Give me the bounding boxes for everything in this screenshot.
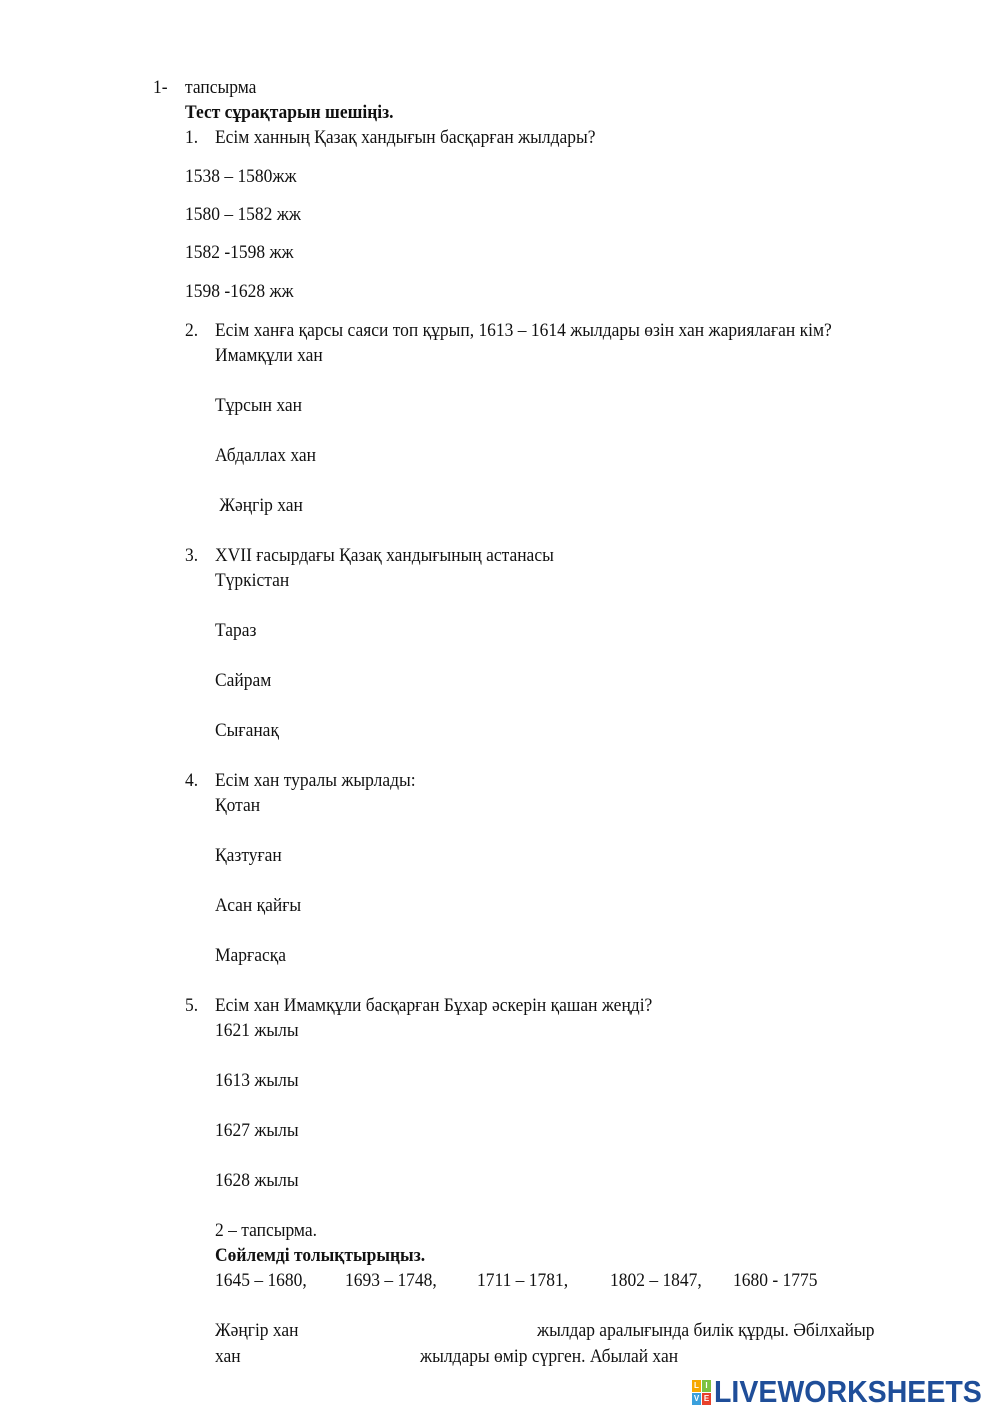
question-number: 1.	[185, 127, 199, 148]
task1-label: тапсырма	[185, 77, 257, 98]
answer-option[interactable]: 1613 жылы	[215, 1070, 299, 1091]
sentence-text: жылдары өмір сүрген. Абылай хан	[420, 1346, 679, 1367]
answer-option[interactable]: 1598 -1628 жж	[185, 281, 294, 302]
question-text: XVII ғасырдағы Қазақ хандығының астанасы	[215, 545, 554, 566]
answer-option[interactable]: Тараз	[215, 620, 257, 641]
answer-option[interactable]: 1628 жылы	[215, 1170, 299, 1191]
answer-option[interactable]: Имамқұли хан	[215, 345, 323, 366]
question-text: Есім ханға қарсы саяси топ құрып, 1613 – 1614 жылдары өзін хан жариялаған кім?	[215, 320, 832, 341]
answer-option[interactable]: 1582 -1598 жж	[185, 242, 294, 263]
answer-option[interactable]: Абдаллах хан	[215, 445, 316, 466]
answer-option[interactable]: Тұрсын хан	[215, 395, 303, 416]
year-choice[interactable]: 1802 – 1847,	[610, 1270, 702, 1291]
answer-option[interactable]: Сығанақ	[215, 720, 279, 741]
logo-icon	[692, 1380, 711, 1405]
answer-option[interactable]: Қотан	[215, 795, 261, 816]
logo-letter: L	[692, 1380, 701, 1392]
task1-number: 1-	[153, 77, 168, 98]
answer-option[interactable]: 1538 – 1580жж	[185, 166, 297, 187]
year-choice[interactable]: 1680 - 1775	[733, 1270, 818, 1291]
liveworksheets-logo	[692, 1374, 1000, 1410]
answer-option[interactable]: Жәңгір хан	[215, 495, 303, 516]
logo-text: LIVEWORKSHEETS	[714, 1374, 982, 1409]
question-text: Есім ханның Қазақ хандығын басқарған жылдары?	[215, 127, 596, 148]
sentence-text: Жәңгір хан	[215, 1320, 299, 1341]
task2-label: 2 – тапсырма.	[215, 1220, 318, 1241]
question-number: 5.	[185, 995, 199, 1016]
sentence-text: жылдар аралығында билік құрды. Әбілхайыр	[537, 1320, 875, 1341]
question-number: 2.	[185, 320, 199, 341]
answer-option[interactable]: Түркістан	[215, 570, 290, 591]
logo-letter: V	[693, 1393, 700, 1403]
sentence-text: хан	[215, 1346, 241, 1367]
logo-letter: I	[702, 1380, 711, 1392]
answer-option[interactable]: Сайрам	[215, 670, 272, 691]
logo-letter: E	[703, 1393, 710, 1403]
answer-option[interactable]: Марғасқа	[215, 945, 286, 966]
task2-instruction: Сөйлемді толықтырыңыз.	[215, 1245, 426, 1266]
answer-option[interactable]: 1627 жылы	[215, 1120, 299, 1141]
question-text: Есім хан туралы жырлады:	[215, 770, 416, 791]
answer-option[interactable]: Қазтуған	[215, 845, 282, 866]
answer-option[interactable]: 1621 жылы	[215, 1020, 299, 1041]
question-number: 3.	[185, 545, 199, 566]
answer-option[interactable]: 1580 – 1582 жж	[185, 204, 301, 225]
year-choice[interactable]: 1693 – 1748,	[345, 1270, 437, 1291]
year-choice[interactable]: 1645 – 1680,	[215, 1270, 307, 1291]
question-number: 4.	[185, 770, 199, 791]
answer-option[interactable]: Асан қайғы	[215, 895, 302, 916]
question-text: Есім хан Имамқұли басқарған Бұхар әскерін қашан жеңді?	[215, 995, 653, 1016]
task1-instruction: Тест сұрақтарын шешіңіз.	[185, 102, 394, 123]
year-choice[interactable]: 1711 – 1781,	[477, 1270, 569, 1291]
